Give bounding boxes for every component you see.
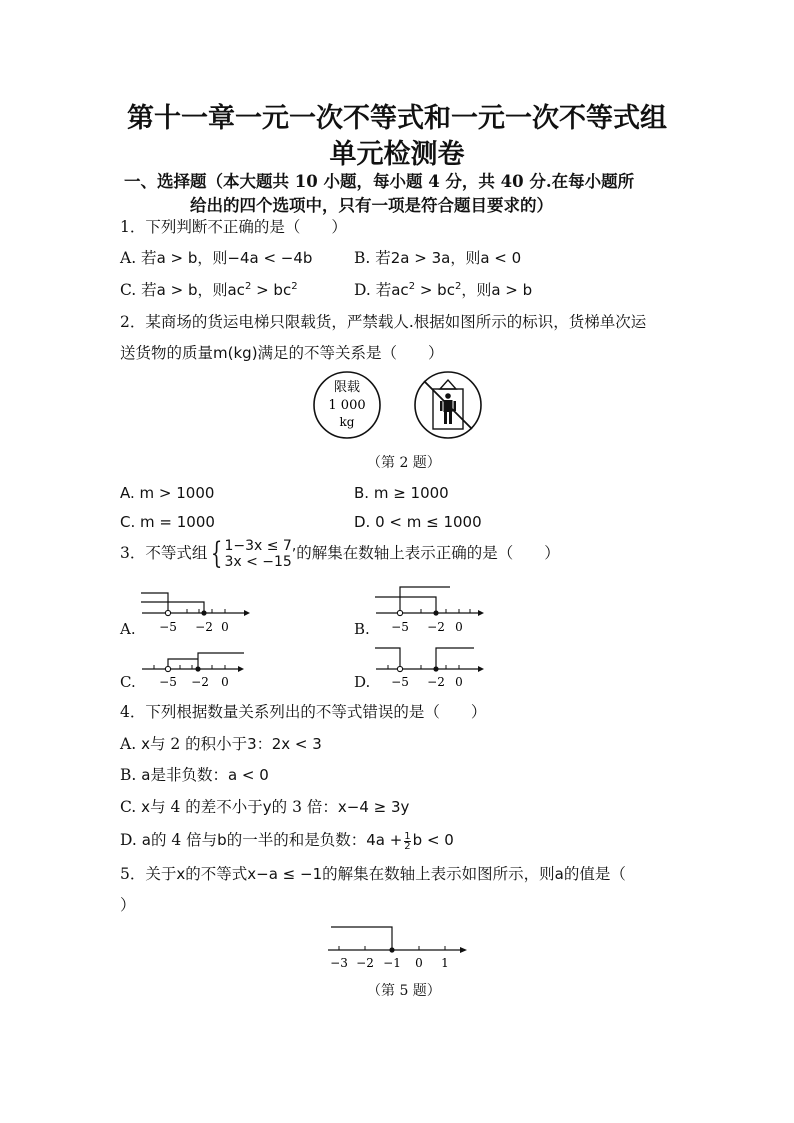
q1-stem: 1．下列判断不正确的是（ ） [120,218,347,236]
q5-numberline [322,920,472,972]
sign-text-unit: kg [339,415,355,429]
q2-option-d[interactable]: D. 0 < m ≤ 1000 [354,513,482,531]
q2-figure [300,365,500,445]
q3-numberline-b[interactable] [370,580,485,637]
svg-text:0: 0 [415,956,423,970]
q3-stem: 3．不等式组 { 1−3x ≤ 7, 3x < −15 的解集在数轴上表示正确的是（ ） [120,536,560,571]
svg-text:−2: −2 [195,620,213,634]
svg-text:−5: −5 [159,675,177,689]
svg-text:−5: −5 [391,620,409,634]
svg-text:−1: −1 [383,956,401,970]
q3-option-d-label[interactable]: D. [354,673,371,691]
svg-text:0: 0 [221,620,229,634]
q2-caption: （第 2 题） [367,455,441,471]
page-subtitle: 单元检测卷 [329,139,465,170]
q2-option-a[interactable]: A. m > 1000 [120,484,215,502]
svg-text:−2: −2 [356,956,374,970]
q2-option-b[interactable]: B. m ≥ 1000 [354,484,449,502]
load-limit-sign [314,372,380,438]
svg-text:0: 0 [455,675,463,689]
svg-text:−2: −2 [427,620,445,634]
q4-stem: 4．下列根据数量关系列出的不等式错误的是（ ） [120,703,487,721]
page-title: 第十一章一元一次不等式和一元一次不等式组 [127,103,667,134]
q1-option-a[interactable]: A. 若a > b，则−4a < −4b [120,249,313,267]
q5-stem-line2: ） [120,896,136,914]
svg-text:−5: −5 [159,620,177,634]
q4-option-d[interactable]: D. a的 4 倍与b的一半的和是负数：4a + $\frac{1}{2}$ b < 0 [120,830,454,852]
svg-text:−2: −2 [427,675,445,689]
svg-text:0: 0 [455,620,463,634]
q3-numberline-d[interactable] [370,640,485,690]
sign-text-number: 1 000 [328,398,366,413]
svg-text:−5: −5 [391,675,409,689]
q4-option-c[interactable]: C. x与 4 的差不小于y的 3 倍：x−4 ≥ 3y [120,798,410,816]
q3-option-b-label[interactable]: B. [354,620,370,638]
q3-numberline-a[interactable] [136,585,251,637]
q5-stem-line1: 5．关于x的不等式x−a ≤ −1的解集在数轴上表示如图所示，则a的值是（ [120,865,626,883]
svg-text:1: 1 [441,956,449,970]
no-passenger-icon [415,372,481,438]
svg-text:0: 0 [221,675,229,689]
q2-option-c[interactable]: C. m = 1000 [120,513,215,531]
q3-option-a-label[interactable]: A. [120,620,136,638]
q1-option-c[interactable]: C. 若a > b，则$ac^2 > bc^2$ [120,280,298,299]
section-header-line1: 一、选择题（本大题共 10 小题，每小题 4 分，共 40 分.在每小题所 [124,172,635,191]
q4-option-b[interactable]: B. a是非负数：a < 0 [120,766,269,784]
q2-stem-line2: 送货物的质量m(kg)满足的不等关系是（ ） [120,344,444,362]
sign-text-limit: 限载 [333,380,361,395]
q1-option-d[interactable]: D. 若$ac^2 > bc^2$，则a > b [354,280,533,299]
q3-numberline-c[interactable] [136,645,251,690]
q3-option-c-label[interactable]: C. [120,673,136,691]
q2-stem-line1: 2．某商场的货运电梯只限载货，严禁载人.根据如图所示的标识，货梯单次运 [120,313,647,331]
svg-text:−3: −3 [330,956,348,970]
section-header-line2: 给出的四个选项中，只有一项是符合题目要求的） [190,196,553,215]
q1-option-b[interactable]: B. 若2a > 3a，则a < 0 [354,249,522,267]
fraction-one-half: $\frac{1}{2}$ [404,830,411,852]
q5-caption: （第 5 题） [367,983,441,999]
q4-option-a[interactable]: A. x与 2 的积小于3：2x < 3 [120,735,322,753]
svg-text:−2: −2 [191,675,209,689]
